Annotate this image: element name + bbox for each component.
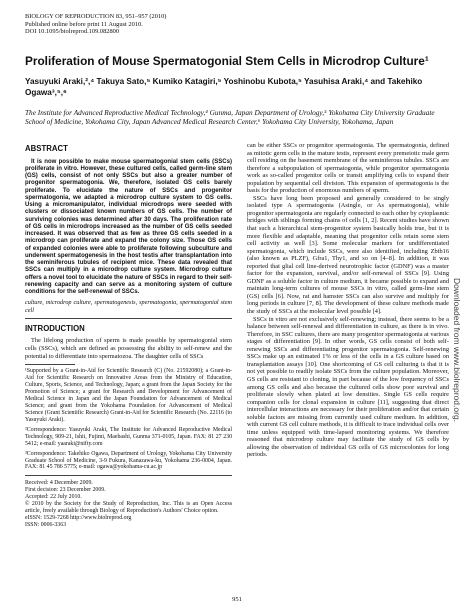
issn: ISSN: 0006-3363 xyxy=(25,522,67,529)
download-watermark-text: Downloaded from www.biolreprod.org. xyxy=(452,277,462,423)
doi[interactable]: DOI 10.1095/biolreprod.109.082800 xyxy=(25,28,120,36)
introduction-heading: INTRODUCTION xyxy=(25,323,85,333)
introduction-text: The lifelong production of sperm is made possible by spermatogonial stem cells (SSCs), which are defined as possessing the ability to self-renew and the potential to differentiate into spermatozoa. The daughter cells of SSCs xyxy=(25,337,232,360)
eissn[interactable]: eISSN: 1529-7268 http://www.biolreprod.org xyxy=(25,515,132,522)
copyright-notice: © 2010 by the Society for the Study of Reproduction, Inc. This is an Open Access article, freely available through Biology of Reproduction's Authors' Choice option. xyxy=(25,501,232,515)
abstract-text: It is now possible to make mouse spermatogonial stem cells (SSCs) proliferate in vitro. However, these cultured cells, called germ-line stem (GS) cells, consist of not only SSCs but also a greater number of progenitor spermatogonia. We, therefore, isolated GS cells barely proliferate. To elucidate the nature of SSCs and progenitor spermatogonia, we adapted a microdrop culture system to GS cells. Using a micromanipulator, individual microdrops were seeded with clusters or dissociated known numbers of GS cells. The number of surviving colonies was determined after 30 days. The proliferation rate of GS cells in microdrops increased as the number of GS cells seeded increased. It was observed that as few as three GS cells seeded in a microdrop can proliferate and expand the colony size. Those GS cells of expanded colonies were able to proliferate following subculture and underwent spermatogenesis in the host testis after transplantation into the seminiferous tubules of recipient mice. These data revealed that SSCs can multiply in a microdrop culture system. Microdrop culture offers a novel tool to elucidate the nature of SSCs in regard to their self-renewing capacity and can serve as a monitoring system of culture conditions for the self-renewal of SSCs. xyxy=(25,158,232,296)
abstract-heading: ABSTRACT xyxy=(25,144,68,153)
correspondence-footnote-1: ²Correspondence: Yasuyuki Araki, The Institute for Advanced Reproductive Medical Technology, 909-21, Ishii, Fujimi, Maebashi, Gunma 371-0105, Japan. FAX: 81 27 230 5412; e-mail: yaaraki@nifty.com xyxy=(25,426,232,447)
body-paragraph-2: SSCs have long been proposed and generally considered to be singly isolated type A spermatogonia (Asingle, or As spermatogonia), while progenitor spermatogonia are regularly connected to each other by cytoplasmic bridges with siblings forming chains of cells [1, 2]. Recent studies have shown that such a hierarchical stem-progenitor system basically holds true, but it is more flexible and adaptable, meaning that progenitor cells retain some stem cell activity as well [3]. Some molecular markers for undifferentiated spermatogonia, which include SSCs, were also identified, including Zbtb16 (also known as PLZF), Gfra1, Thy1, and so on [4–8]. In addition, it was reported that glial cell line-derived neurotrophic factor (GDNF) was a master factor for the expansion, survival, and/or self-renewal of SSCs [9]. Using GDNF as a soluble factor in culture medium, it became possible to expand and maintain long-term cultures of mouse SSCs in vitro, called germ-line stem (GS) cells [6]. Now, rat and hamster SSCs can also survive and multiply for long periods in culture [7, 8]. The development of these culture methods made the study of SSCs at the molecular level possible [4]. xyxy=(247,194,449,316)
footnote-divider xyxy=(25,364,75,365)
affiliations: The Institute for Advanced Reproductive Medical Technology,⁴ Gunma, Japan Department of Urology,⁵ Yokohama City University Graduate School of Medicine, Yokohama City, Japan Advanced Medical Research Center,⁶ Yokohama City University, Yokohama, Japan xyxy=(25,108,435,126)
body-paragraph-1: can be either SSCs or progenitor spermatogonia. The spermatogonia, defined as mitotic germ cells in the mature testis, represent every premeiotic male germ cell residing on the basement membrane of the seminiferous tubules. SSCs are therefore a subpopulation of spermatogonia, while progenitor spermatogonia work as so-called progenitor cells or transit amplifying cells to expand their population by sequential cell division. This expansion of spermatogonia is the basis for the production of enormous numbers of sperm. xyxy=(247,142,449,195)
published-online: Published online before print 11 August 2010. xyxy=(25,20,143,28)
page-number: 951 xyxy=(232,596,242,603)
abstract-divider xyxy=(25,318,232,319)
first-decision-date: First decision: 23 December 2009. xyxy=(25,487,106,494)
keywords: culture, microdrop culture, spermatogenesis, spermatogonia, spermatogonial stem cell xyxy=(25,299,232,314)
body-paragraph-3: SSCs in vitro are not exclusively self-renewing; instead, there seems to be a balance between self-renewal and differentiation in culture, as there is in vivo. Therefore, in SSC cultures, there are many progenitor spermatogonia at various stages of differentiation [9]. In other words, GS cells consist of both self-renewing SSCs and differentiating progenitor spermatogonia. Self-renewing SSCs make up an estimated 1% or less of the cells in a GS culture based on transplantation assays [10]. One shortcoming of GS cell culturing is that it is not yet possible to readily isolate SSCs from the culture population. Moreover, GS cells are resistant to cloning, in part because of the low frequency of SSCs among GS cells and also because the cultured cells show poor survival and proliferate slowly when plated at low densities. Single GS cells require companion cells for clonal expansion in culture [11], suggesting that direct intercellular interactions are necessary for their proliferation and/or that certain soluble factors are missing from currently used culture medium. In addition, with current GS cell culture methods, it is difficult to trace individual cells over time unless equipped with time-lapsed monitoring systems. We therefore reasoned that microdrop culture may facilitate the study of GS cells by allowing the observation of individual GS cells of GS microcolonies for long periods. xyxy=(247,315,449,459)
author-list: Yasuyuki Araki,²,⁴ Takuya Sato,⁵ Kumiko Katagiri,⁵ Yoshinobu Kubota,⁵ Yasuhisa Araki,⁴ and Takehiko Ogawa³,⁵,⁶ xyxy=(25,77,423,97)
correspondence-footnote-2: ³Correspondence: Takehiko Ogawa, Department of Urology, Yokohama City University Graduate School of Medicine, 3-9 Fukura, Kanazawa-ku, Yokohama 236-0004, Japan. FAX: 81 45 786 5775; e-mail: ogawa@yokohama-cu.ac.jp xyxy=(25,450,232,471)
accepted-date: Accepted: 22 July 2010. xyxy=(25,494,82,501)
article-title: Proliferation of Mouse Spermatogonial Stem Cells in Microdrop Culture¹ xyxy=(25,54,429,68)
right-column xyxy=(247,142,449,459)
journal-citation: BIOLOGY OF REPRODUCTION 83, 951–957 (2010) xyxy=(25,13,167,20)
left-column xyxy=(25,145,232,529)
download-watermark[interactable] xyxy=(450,250,464,450)
received-date: Received: 4 December 2009. xyxy=(25,480,93,487)
journal-header xyxy=(25,13,166,36)
dates-divider xyxy=(25,475,232,476)
funding-footnote: ¹Supported by a Grant-in-Aid for Scientific Research (C) (No. 21592080); a Grant-in-Aid for Scientific Research on Innovative Areas from the Ministry of Education, Culture, Sports, Science, and Technology, Japan; a grant from the Japan Society for the Promotion of Science; a grant for Research and Development for Advancement of Medical Science in Japan and the Japan Foundation for Advancement of Medical Science; and grant from the Yokohama Foundation for Advancement of Medical Science (Grant Scientific Research) Grant-in-Aid for Scientific Research (No. 22116 (to Yasuyuki Araki). xyxy=(25,368,232,423)
